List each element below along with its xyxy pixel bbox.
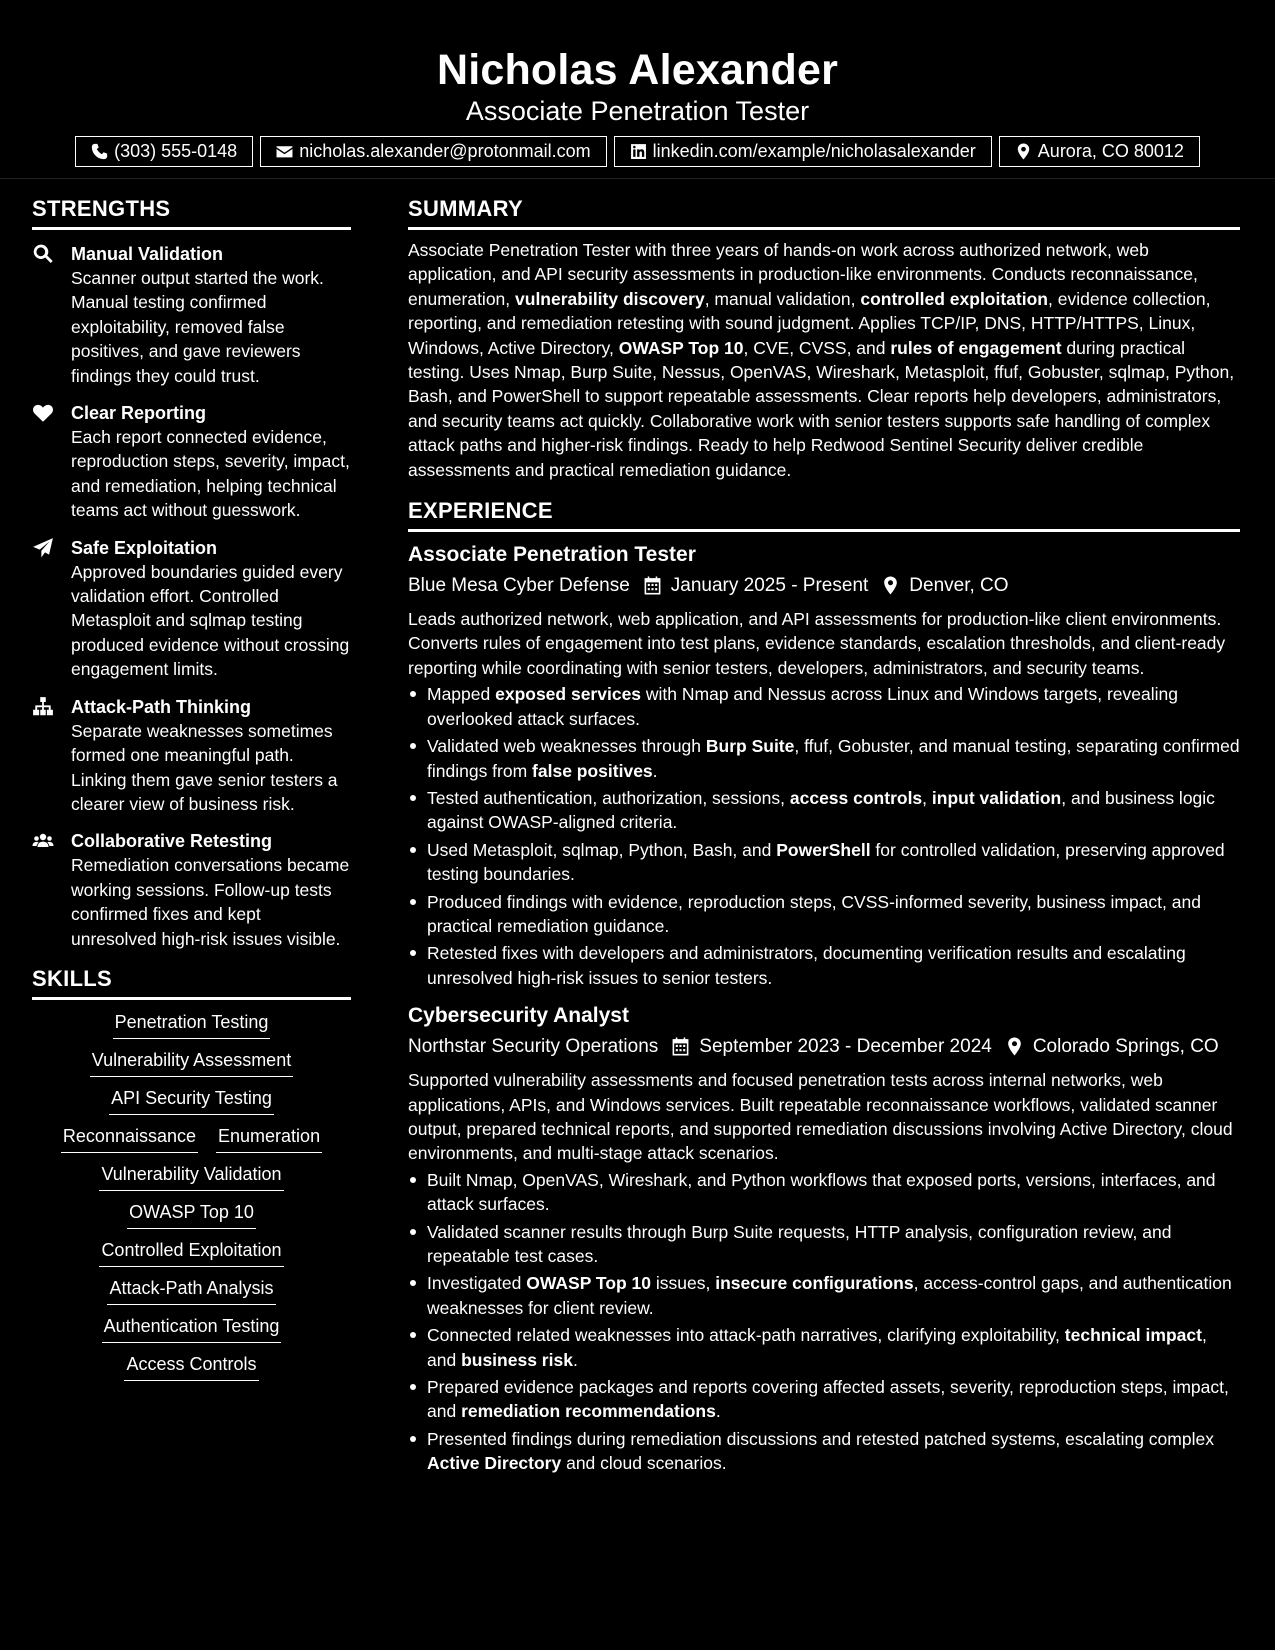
job-dates: September 2023 - December 2024 [699, 1036, 992, 1058]
bold-emphasis: controlled exploitation [860, 288, 1048, 309]
job-dates-item [630, 574, 869, 598]
skill-tag: Enumeration [216, 1124, 322, 1153]
users-icon [32, 830, 54, 852]
map-pin-icon [1006, 1037, 1023, 1056]
strength-desc: Approved boundaries guided every validation effort. Controlled Metasploit and sqlmap testing produced evidence without crossing engagement limits. [71, 561, 350, 680]
candidate-name: Nicholas Alexander [436, 46, 839, 94]
skills-heading: SKILLS [32, 966, 351, 1000]
strength-title: Attack-Path Thinking [71, 696, 252, 717]
job-dates: January 2025 - Present [670, 575, 869, 597]
bullet-item: Prepared evidence packages and reports covering affected assets, severity, reproduction steps, impact, and remediation recommendations. [408, 1375, 1240, 1424]
bold-emphasis: Active Directory [427, 1453, 562, 1474]
job-entry [408, 1003, 1240, 1476]
calendar-icon [672, 1037, 689, 1056]
strength-title: Safe Exploitation [71, 537, 218, 558]
job-location-item [992, 1035, 1219, 1059]
paper-plane-icon [32, 537, 54, 559]
bold-emphasis: remediation recommendations [461, 1401, 716, 1422]
bullet-item: Connected related weaknesses into attack-path narratives, clarifying exploitability, technical impact, and business risk. [408, 1323, 1240, 1372]
candidate-title: Associate Penetration Tester [465, 96, 810, 126]
strengths-heading: STRENGTHS [32, 196, 351, 230]
skill-tag: Vulnerability Assessment [90, 1048, 293, 1077]
skill-tag: Access Controls [124, 1352, 258, 1381]
bullet-item: Investigated OWASP Top 10 issues, insecure configurations, access-control gaps, and authentication weaknesses for client review. [408, 1271, 1240, 1320]
job-description: Leads authorized network, web application, and API assessments for production-like client environments. Converts rules of engagement into test plans, evidence standards, escalation thresholds, and client-ready reporting while coordinating with senior testers, developers, administrators, and security teams. [408, 609, 1226, 678]
bullet-item: Mapped exposed services with Nmap and Nessus across Linux and Windows targets, revealing overlooked attack surfaces. [408, 682, 1240, 731]
bold-emphasis: OWASP Top 10 [618, 337, 744, 358]
strength-desc: Remediation conversations became working sessions. Follow-up tests confirmed fixes and kept unresolved high-risk issues visible. [71, 855, 350, 949]
phone-icon [91, 143, 108, 160]
bold-emphasis: insecure configurations [715, 1273, 914, 1294]
job-meta [408, 1035, 1240, 1059]
job-location: Colorado Springs, CO [1032, 1036, 1219, 1058]
map-pin-icon [1015, 143, 1032, 160]
skill-tag: OWASP Top 10 [127, 1200, 256, 1229]
skill-tag: Attack-Path Analysis [107, 1276, 275, 1305]
heart-icon [32, 402, 54, 424]
strength-item [32, 829, 351, 951]
strength-title: Clear Reporting [71, 403, 207, 424]
linkedin-text: linkedin.com/example/nicholasalexander [652, 141, 976, 161]
strength-item [32, 242, 351, 388]
job-location-item [868, 574, 1008, 598]
job-bullets [408, 1168, 1240, 1476]
linkedin-icon [630, 143, 647, 160]
bold-emphasis: exposed services [495, 684, 642, 705]
strength-item [32, 536, 351, 682]
strength-desc: Each report connected evidence, reproduction steps, severity, impact, and remediation, helping technical teams act without guesswork. [71, 427, 350, 521]
bold-emphasis: input validation [931, 787, 1062, 808]
experience-heading: EXPERIENCE [408, 498, 1240, 532]
bullet-item: Used Metasploit, sqlmap, Python, Bash, and PowerShell for controlled validation, preserving approved testing boundaries. [408, 838, 1240, 887]
bold-emphasis: PowerShell [776, 839, 871, 860]
bullet-item: Produced findings with evidence, reproduction steps, CVSS-informed severity, business impact, and practical remediation guidance. [408, 890, 1240, 939]
bullet-item: Validated web weaknesses through Burp Suite, ffuf, Gobuster, and manual testing, separating confirmed findings from false positives. [408, 734, 1240, 783]
bold-emphasis: access controls [789, 787, 923, 808]
contact-bar [0, 136, 1275, 167]
skill-tag: Authentication Testing [102, 1314, 282, 1343]
header-divider [0, 178, 1275, 179]
strength-item [32, 695, 351, 817]
job-entry [408, 542, 1240, 990]
bullet-item: Validated scanner results through Burp Suite requests, HTTP analysis, configuration review, and repeatable test cases. [408, 1220, 1240, 1269]
summary-heading: SUMMARY [408, 196, 1240, 230]
skill-tag: API Security Testing [109, 1086, 274, 1115]
strengths-list [32, 242, 351, 951]
job-description: Supported vulnerability assessments and focused penetration tests across internal networks, web applications, APIs, and Windows services. Built repeatable reconnaissance workflows, validated scanner output, prepared technical reports, and supported remediation discussions involving Active Directory, cloud environments, and multi-stage attack scenarios. [408, 1070, 1233, 1164]
bold-emphasis: technical impact [1064, 1325, 1202, 1346]
job-title: Associate Penetration Tester [408, 543, 696, 567]
map-pin-icon [882, 576, 899, 595]
strength-desc: Scanner output started the work. Manual testing confirmed exploitability, removed false positives, and gave reviewers findings they could trust. [71, 268, 324, 386]
job-title: Cybersecurity Analyst [408, 1004, 629, 1028]
contact-location [999, 136, 1200, 167]
bold-emphasis: business risk [461, 1349, 573, 1370]
envelope-icon [276, 143, 293, 160]
bold-emphasis: OWASP Top 10 [526, 1273, 652, 1294]
contact-phone [75, 136, 253, 167]
bold-emphasis: vulnerability discovery [515, 288, 705, 309]
bullet-item: Built Nmap, OpenVAS, Wireshark, and Python workflows that exposed ports, versions, interfaces, and attack surfaces. [408, 1168, 1240, 1217]
strength-title: Manual Validation [71, 244, 224, 264]
skill-tag: Penetration Testing [113, 1010, 271, 1039]
strength-item [32, 401, 351, 523]
left-column [32, 196, 351, 1381]
bullet-item: Presented findings during remediation discussions and retested patched systems, escalating complex Active Directory and cloud scenarios. [408, 1427, 1240, 1476]
skill-tag: Vulnerability Validation [99, 1162, 283, 1191]
sitemap-icon [32, 696, 54, 718]
skills-list [32, 1010, 351, 1381]
phone-text: (303) 555-0148 [114, 141, 238, 161]
contact-email [260, 136, 606, 167]
location-text: Aurora, CO 80012 [1037, 141, 1184, 161]
job-company: Blue Mesa Cyber Defense [408, 575, 630, 597]
resume-header [0, 0, 1275, 167]
bold-emphasis: Burp Suite [705, 736, 795, 757]
job-bullets [408, 682, 1240, 990]
job-company: Northstar Security Operations [408, 1036, 659, 1058]
bullet-item: Retested fixes with developers and administrators, documenting verification results and escalating unresolved high-risk issues to senior testers. [408, 941, 1240, 990]
bold-emphasis: rules of engagement [890, 337, 1062, 358]
job-dates-item [658, 1035, 992, 1059]
summary-text: Associate Penetration Tester with three years of hands-on work across authorized network, web application, and API security assessments in production-like environments. Conducts reconnaissance, enumeration, vulnerability discovery, manual validation, controlled exploitation, evidence collection, reporting, and remediation retesting with sound judgment. Applies TCP/IP, DNS, HTTP/HTTPS, Linux, Windows, Active Directory, OWASP Top 10, CVE, CVSS, and rules of engagement during practical testing. Uses Nmap, Burp Suite, Nessus, OpenVAS, Wireshark, Metasploit, ffuf, Gobuster, sqlmap, Python, Bash, and PowerShell to support repeatable assessments. Clear reports help developers, administrators, and security teams act quickly. Collaborative work with senior testers supports safe handling of complex attack paths and higher-risk findings. Ready to help Redwood Sentinel Security deliver credible assessments and practical remediation guidance. [408, 240, 1235, 480]
contact-linkedin [614, 136, 992, 167]
email-text: nicholas.alexander@protonmail.com [299, 141, 591, 161]
strength-title: Collaborative Retesting [71, 831, 273, 852]
bold-emphasis: false positives [532, 760, 653, 781]
job-location: Denver, CO [909, 575, 1009, 597]
skill-tag: Reconnaissance [61, 1124, 198, 1153]
strength-desc: Separate weaknesses sometimes formed one meaningful path. Linking them gave senior testers a clearer view of business risk. [71, 720, 338, 814]
skill-tag: Controlled Exploitation [99, 1238, 283, 1267]
bullet-item: Tested authentication, authorization, sessions, access controls, input validation, and business logic against OWASP-aligned criteria. [408, 786, 1240, 835]
search-icon [32, 243, 54, 265]
job-meta [408, 574, 1240, 598]
calendar-icon [644, 576, 661, 595]
right-column [408, 196, 1240, 1479]
